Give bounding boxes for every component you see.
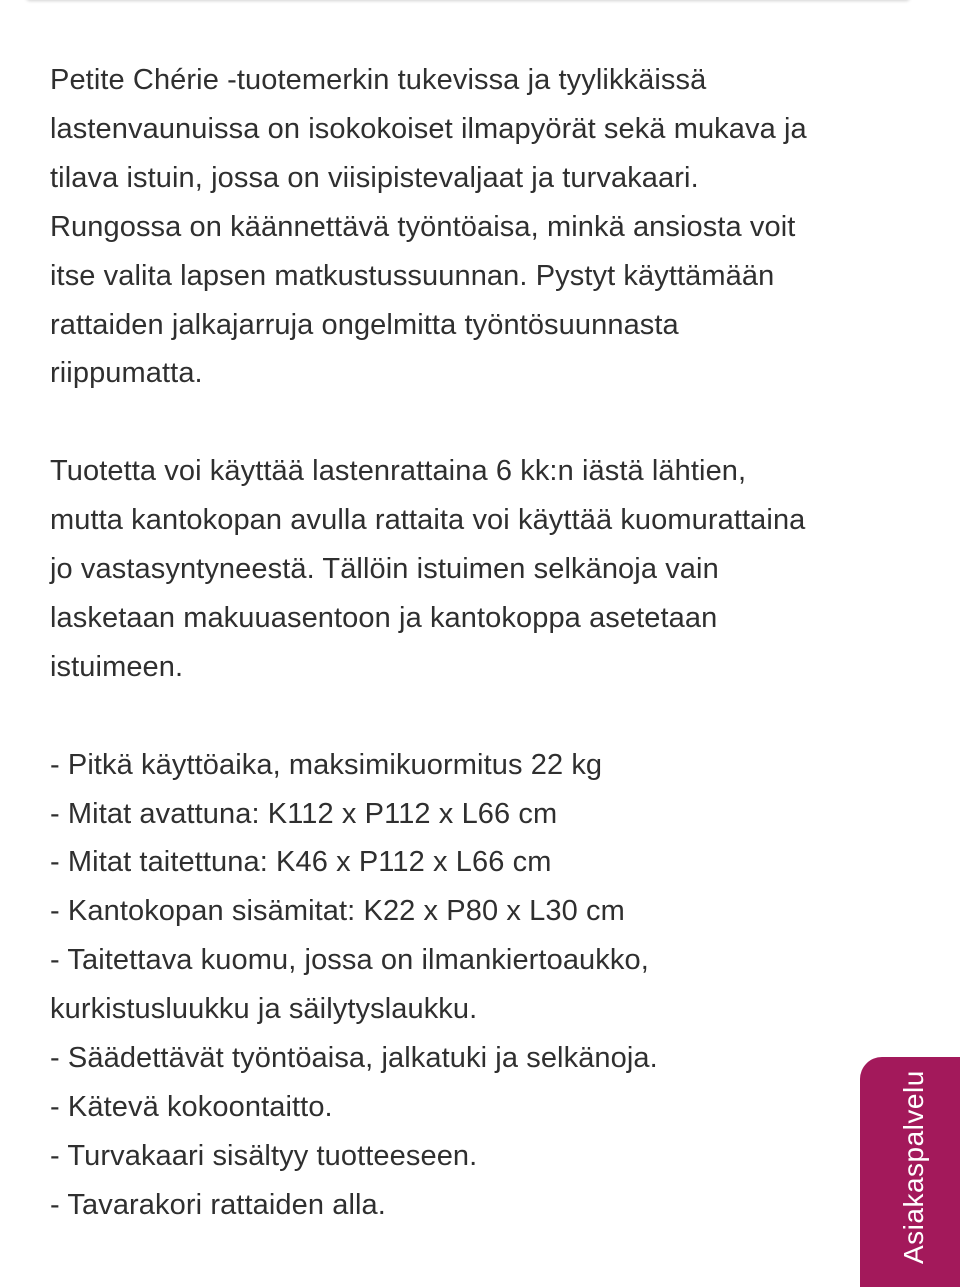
text-line: istuimeen. bbox=[50, 650, 184, 683]
feature-item: - Pitkä käyttöaika, maksimikuormitus 22 kg bbox=[50, 748, 603, 781]
text-line: Tuotetta voi käyttää lastenrattaina 6 kk:n iästä lähtien, bbox=[50, 455, 747, 488]
text-line: rattaiden jalkajarruja ongelmitta työntösuunnasta bbox=[50, 308, 679, 341]
feature-item: - Säädettävät työntöaisa, jalkatuki ja selkänoja. bbox=[50, 1042, 658, 1075]
text-line: Petite Chérie -tuotemerkin tukevissa ja tyylikkäissä bbox=[50, 64, 707, 96]
feature-item: - Mitat taitettuna: K46 x P112 x L66 cm bbox=[50, 846, 552, 879]
text-line: itse valita lapsen matkustussuunnan. Pystyt käyttämään bbox=[50, 259, 775, 292]
text-line: lastenvaunuissa on isokokoiset ilmapyörät sekä mukava ja bbox=[50, 112, 807, 145]
text-line: tilava istuin, jossa on viisipistevaljaat ja turvakaari. bbox=[50, 161, 699, 194]
feature-item: - Taitettava kuomu, jossa on ilmankiertoaukko, bbox=[50, 944, 649, 977]
description-paragraph-1 bbox=[50, 56, 920, 398]
feature-item: - Turvakaari sisältyy tuotteeseen. bbox=[50, 1139, 478, 1172]
product-description bbox=[50, 56, 920, 1230]
feature-item: - Tavarakori rattaiden alla. bbox=[50, 1188, 386, 1221]
text-line: lasketaan makuuasentoon ja kantokoppa asetetaan bbox=[50, 601, 718, 634]
text-line: Rungossa on käännettävä työntöaisa, minkä ansiosta voit bbox=[50, 210, 796, 243]
text-line: mutta kantokopan avulla rattaita voi käyttää kuomurattaina bbox=[50, 504, 806, 537]
feature-item: - Kätevä kokoontaitto. bbox=[50, 1091, 333, 1123]
customer-service-label: Asiakaspalvelu bbox=[898, 1070, 929, 1264]
feature-list bbox=[50, 741, 920, 1230]
description-paragraph-2 bbox=[50, 447, 920, 692]
feature-item-continuation: kurkistusluukku ja säilytyslaukku. bbox=[50, 993, 478, 1026]
text-line: riippumatta. bbox=[50, 357, 203, 390]
text-line: jo vastasyntyneestä. Tällöin istuimen selkänoja vain bbox=[50, 553, 719, 586]
feature-item: - Mitat avattuna: K112 x P112 x L66 cm bbox=[50, 797, 558, 830]
feature-item: - Kantokopan sisämitat: K22 x P80 x L30 cm bbox=[50, 895, 625, 928]
